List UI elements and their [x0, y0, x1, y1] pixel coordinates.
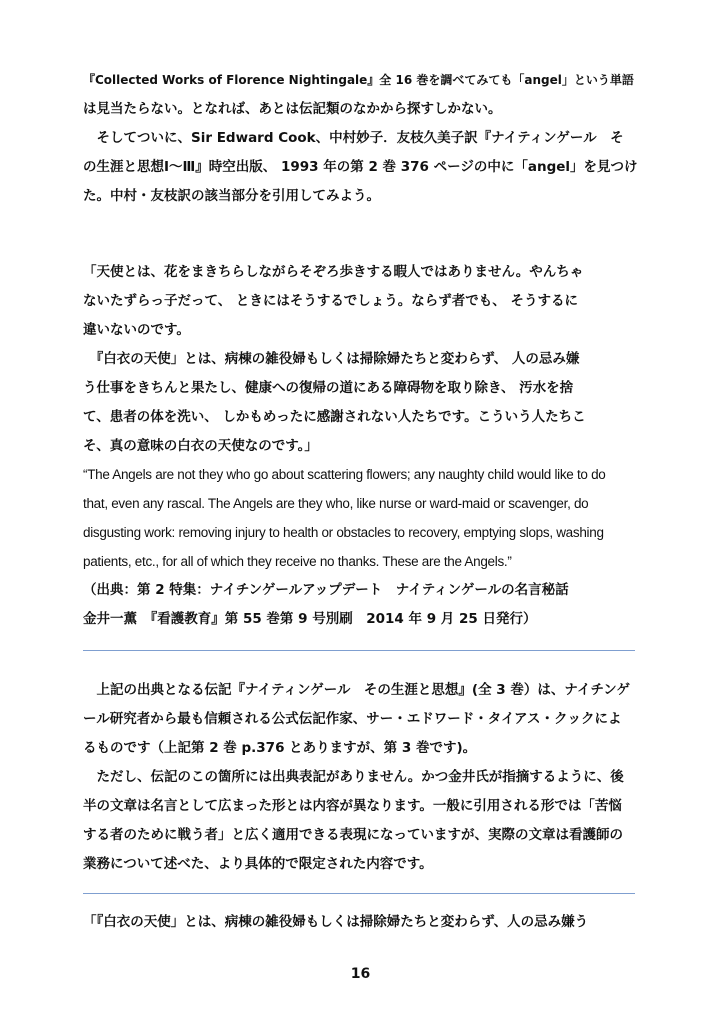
text-line: て、患者の体を洗い、 しかもめったに感謝されない人たちです。こういう人たちこ [83, 409, 586, 425]
text-line: 業務について述べた、より具体的で限定された内容です。 [83, 856, 433, 872]
page-number: 16 [350, 966, 371, 982]
text-line: た。中村・友枝訳の該当部分を引用してみよう。 [83, 188, 380, 204]
text-line: 上記の出典となる伝記『ナイティンゲール その生涯と思想』(全 3 巻）は、ナイチンゲ [83, 682, 631, 698]
closing-quote-line: 「『白衣の天使」とは、病棟の雑役婦もしくは掃除婦たちと変わらず、人の忌み嫌う [83, 914, 589, 930]
text-line: 『Collected Works of Florence Nightingale』全 16 巻を調べてみても「angel」という単語 [83, 73, 634, 87]
text-line: るものです（上記第 2 巻 p.376 とありますが、第 3 巻です)。 [83, 740, 477, 756]
text-line: の生涯と思想Ⅰ～Ⅲ』時空出版、 1993 年の第 2 巻 376 ページの中に「angel」を見つけ [83, 159, 638, 175]
text-line: する者のために戦う者」と広く適用できる表現になっていますが、実際の文章は看護師の [83, 827, 623, 843]
divider [83, 650, 635, 651]
divider [83, 893, 635, 894]
text-line: （出典：第 2 特集：ナイチンゲールアップデート ナイティンゲールの名言秘話 [83, 582, 569, 598]
text-line: 金井一薫 『看護教育』第 55 巻第 9 号別刷 2014 年 9 月 25 日発行） [83, 611, 537, 627]
text-line: ただし、伝記のこの箇所には出典表記がありません。かつ金井氏が指摘するように、後 [83, 769, 624, 785]
text-line: 半の文章は名言として広まった形とは内容が異なります。一般に引用される形では「苦悩 [83, 798, 622, 814]
text-line: そしてついに、Sir Edward Cook、中村妙子．友枝久美子訳『ナイティンゲール そ [83, 130, 624, 146]
text-line: 違いないのです。 [83, 322, 190, 338]
text-line: “The Angels are not they who go about scattering flowers; any naughty child would like to do [83, 467, 606, 482]
text-line: disgusting work: removing injury to health or obstacles to recovery, emptying slops, washing [83, 525, 604, 540]
text-line: 「天使とは、花をまきちらしながらそぞろ歩きする暇人ではありません。やんちゃ [83, 264, 584, 280]
text-line: は見当たらない。となれば、あとは伝記類のなかから探すしかない。 [83, 101, 502, 117]
text-line: う仕事をきちんと果たし、健康への復帰の道にある障碍物を取り除き、 汚水を捨 [83, 380, 574, 396]
text-line: that, even any rascal. The Angels are they who, like nurse or ward-maid or scavenger, do [83, 496, 589, 511]
text-line: ール研究者から最も信頼される公式伝記作家、サー・エドワード・タイアス・クックによ [83, 711, 622, 727]
text-line: ないたずらっ子だって、 ときにはそうするでしょう。ならず者でも、 そうするに [83, 293, 578, 309]
text-line: そ、真の意味の白衣の天使なのです。」 [83, 438, 318, 454]
text-line: patients, etc., for all of which they receive no thanks. These are the Angels.” [83, 554, 512, 569]
text-line: 『白衣の天使」とは、病棟の雑役婦もしくは掃除婦たちと変わらず、 人の忌み嫌 [83, 351, 580, 367]
